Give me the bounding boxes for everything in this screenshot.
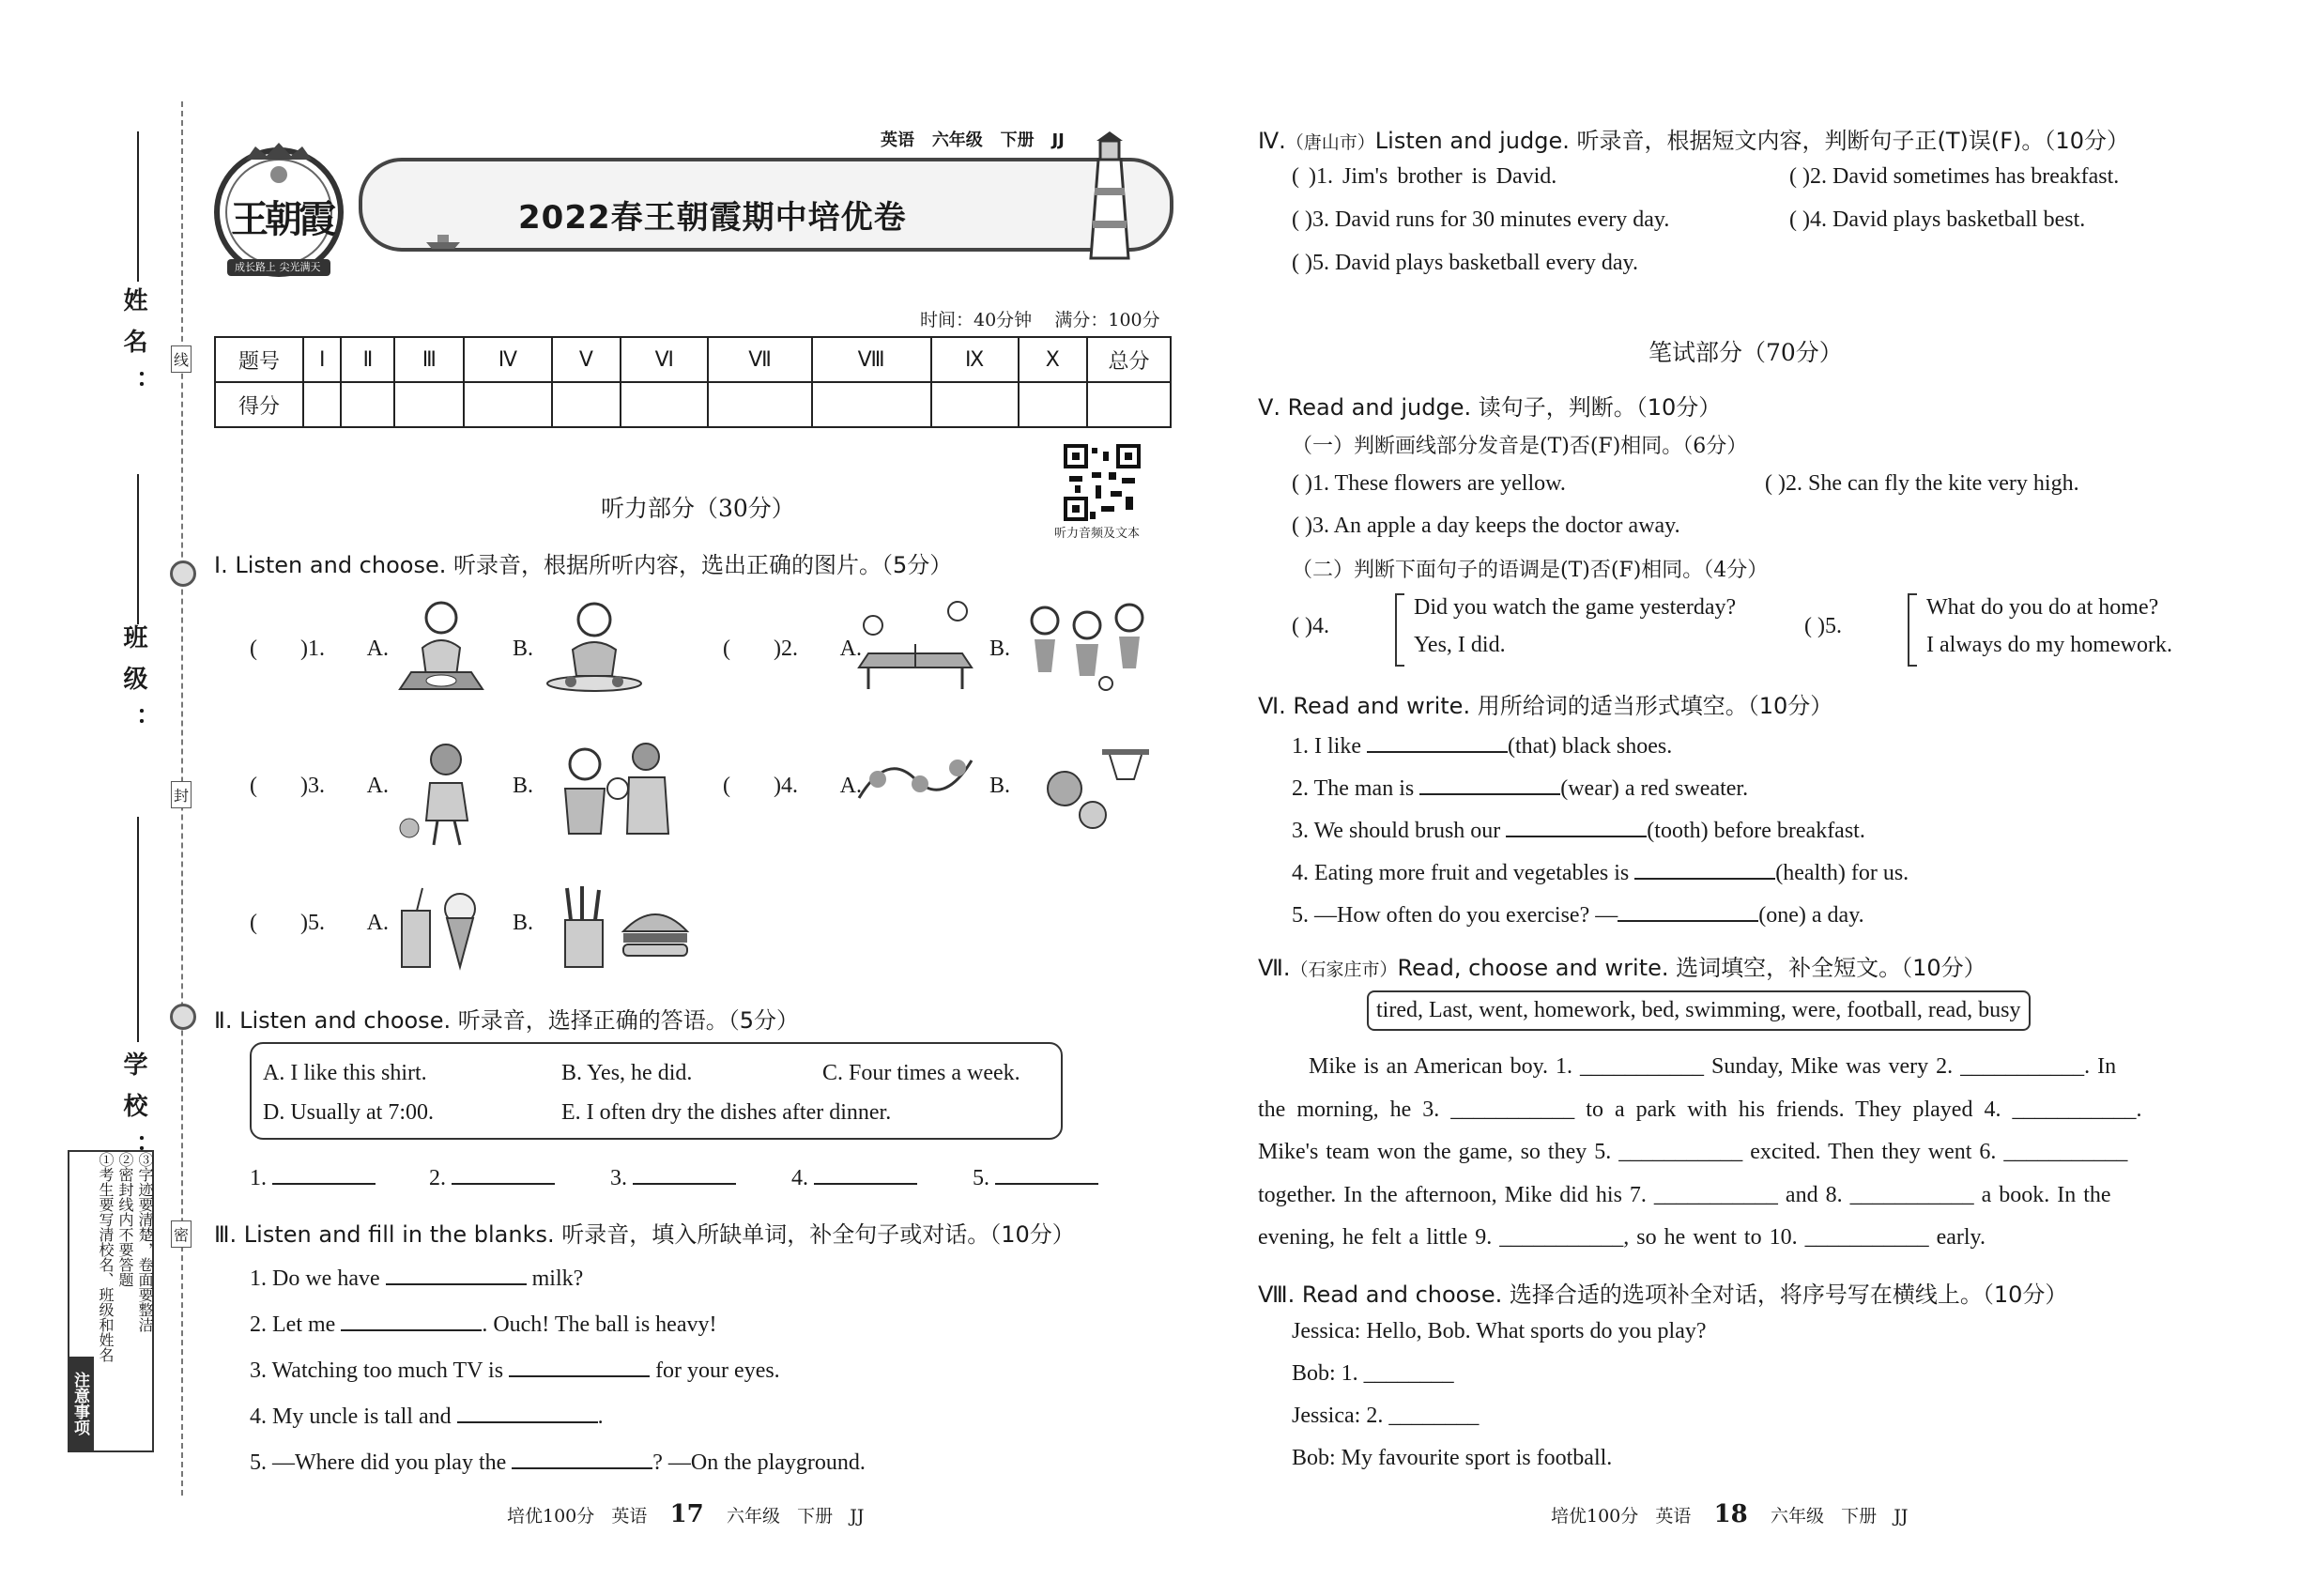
score-col: Ⅰ	[303, 337, 341, 382]
ping-pong-picture[interactable]	[850, 597, 981, 695]
score-cell[interactable]	[931, 382, 1019, 427]
notice-2: ②密封线内不要答题	[116, 1152, 134, 1287]
score-cell[interactable]	[303, 382, 341, 427]
footer-grade: 六年级	[1770, 1506, 1824, 1527]
s2-option-e: E. I often dry the dishes after dinner.	[561, 1100, 892, 1125]
s3-item-text: for your eyes.	[655, 1358, 780, 1383]
score-col: Ⅲ	[394, 337, 464, 382]
footer-left	[507, 1500, 864, 1528]
qr-caption: 听力音频及文本	[1054, 527, 1141, 541]
s2-blank-5[interactable]	[973, 1162, 1098, 1191]
s2-option-c: C. Four times a week.	[822, 1061, 1020, 1085]
score-col: Ⅳ	[464, 337, 552, 382]
score-cell[interactable]	[708, 382, 811, 427]
binding-hole-icon	[170, 560, 196, 587]
s7-line-1: Mike is an American boy. 1. ___________ Sunday, Mike was very 2. ___________. In	[1309, 1054, 2117, 1079]
s3-item-4[interactable]	[250, 1401, 604, 1430]
name-label: 姓名：	[119, 287, 147, 411]
s2-blank-2[interactable]	[429, 1162, 555, 1191]
s2-blank-3[interactable]	[610, 1162, 736, 1191]
s3-item-text: 4. My uncle is tall and	[250, 1404, 452, 1429]
s6-text: 1. I like	[1292, 734, 1361, 759]
score-col: Ⅹ	[1019, 337, 1087, 382]
running-kids-picture[interactable]	[850, 742, 981, 830]
family-picture[interactable]	[552, 736, 693, 843]
s1-q1: ( )1. A.	[250, 637, 389, 661]
s5-q5-num: ( )5.	[1804, 614, 1842, 638]
s6-item-3[interactable]	[1292, 815, 1865, 844]
region-tag: （唐山市）	[1285, 132, 1375, 153]
s4-item-1: ( )1. Jim's brother is David.	[1292, 164, 1557, 189]
s3-item-text: . Ouch! The ball is heavy!	[482, 1312, 717, 1337]
score-header-row	[215, 337, 1171, 382]
score-col: Ⅵ	[621, 337, 708, 382]
s6-text: (tooth) before breakfast.	[1647, 819, 1865, 843]
score-table	[214, 336, 1172, 428]
section-3-title: Ⅲ. Listen and fill in the blanks. 听录音，填入所缺单词，补全句子或对话。（10分）	[214, 1221, 1075, 1248]
s4-item-4: ( )4. David plays basketball best.	[1789, 207, 2086, 232]
header-edition: JJ	[1051, 130, 1065, 150]
s6-text: (wear) a red sweater.	[1560, 776, 1749, 801]
score-col: Ⅶ	[708, 337, 811, 382]
score-col: Ⅷ	[812, 337, 931, 382]
word-bank: tired, Last, went, homework, bed, swimming, were, football, read, busy	[1367, 990, 2031, 1031]
brace-icon	[1395, 593, 1404, 667]
s2-blank-4[interactable]	[791, 1162, 917, 1191]
page-number: 18	[1713, 1500, 1748, 1528]
exam-title: 2022春王朝霞期中培优卷	[518, 199, 907, 237]
section-5-title: Ⅴ. Read and judge. 读句子，判断。（10分）	[1258, 394, 1722, 421]
score-row-label: 得分	[215, 382, 303, 427]
score-value-row	[215, 382, 1171, 427]
notice-title: 注意事项	[69, 1357, 94, 1450]
name-field[interactable]	[137, 131, 139, 282]
score-total-label: 总分	[1087, 337, 1171, 382]
brace-icon	[1908, 593, 1917, 667]
time-info: 时间：40分钟	[920, 310, 1033, 330]
header-volume: 下册	[1000, 130, 1035, 150]
blank-number: 1.	[250, 1166, 267, 1190]
footer-subject: 英语	[611, 1506, 648, 1527]
s6-text: (that) black shoes.	[1507, 734, 1673, 759]
s3-item-text: ? —On the playground.	[652, 1450, 866, 1475]
drinks-icecream-picture[interactable]	[394, 882, 488, 980]
s7-line-5: evening, he felt a little 9. ___________, so he went to 10. ___________ early.	[1258, 1225, 1986, 1250]
s5-q5-a: What do you do at home?	[1926, 595, 2159, 620]
qr-code[interactable]	[1064, 444, 1141, 521]
s1-q2-b: B.	[989, 637, 1011, 661]
footer-grade: 六年级	[726, 1506, 780, 1527]
lighthouse-icon	[1081, 131, 1138, 267]
s2-option-d: D. Usually at 7:00.	[263, 1100, 434, 1125]
s5-item-2: ( )2. She can fly the kite very high.	[1765, 471, 2079, 496]
boy-eating-picture[interactable]	[543, 591, 646, 698]
listening-heading: 听力部分（30分）	[601, 495, 795, 522]
s3-item-text: milk?	[531, 1266, 584, 1291]
notice-1: ①考生要写清校名、班级和姓名	[97, 1152, 115, 1362]
s2-option-b: B. Yes, he did.	[561, 1061, 693, 1085]
footer-brand: 培优100分	[507, 1506, 595, 1527]
page-number: 17	[669, 1500, 704, 1528]
s6-item-5[interactable]	[1292, 899, 1864, 928]
logo-subtitle: 成长路上 尖光满天	[235, 261, 321, 273]
s1-q5: ( )5. A.	[250, 911, 389, 935]
s1-q1-b: B.	[513, 637, 534, 661]
section-4-title: Ⅳ.（唐山市）Listen and judge. 听录音，根据短文内容，判断句子正(T)误(F)。（10分）	[1258, 128, 2129, 154]
basketball-picture[interactable]	[1027, 742, 1158, 839]
footer-brand: 培优100分	[1551, 1506, 1639, 1527]
score-cell[interactable]	[621, 382, 708, 427]
s3-item-text: 3. Watching too much TV is	[250, 1358, 504, 1383]
s6-item-4[interactable]	[1292, 857, 1909, 886]
region-tag: （石家庄市）	[1290, 959, 1398, 980]
score-col: Ⅴ	[552, 337, 621, 382]
s1-q2: ( )2. A.	[723, 637, 862, 661]
s6-text: 5. —How often do you exercise? —	[1292, 903, 1618, 928]
score-cell[interactable]	[394, 382, 464, 427]
s3-item-1[interactable]	[250, 1263, 583, 1292]
s6-text: 3. We should brush our	[1292, 819, 1501, 843]
footer-subject: 英语	[1655, 1506, 1692, 1527]
s8-line-2[interactable]: Bob: 1. ________	[1292, 1361, 1454, 1386]
s7-line-3: Mike's team won the game, so they 5. ___________ excited. Then they went 6. ___________	[1258, 1140, 2128, 1164]
s3-item-5[interactable]	[250, 1447, 866, 1476]
footer-volume: 下册	[1841, 1506, 1878, 1527]
s6-text: (one) a day.	[1758, 903, 1864, 928]
s5-item-3: ( )3. An apple a day keeps the doctor away.	[1292, 514, 1680, 538]
school-field[interactable]	[137, 817, 139, 1042]
s5-sub-2: （二）判断下面句子的语调是(T)否(F)相同。（4分）	[1292, 559, 1769, 582]
s5-q4-a: Did you watch the game yesterday?	[1414, 595, 1737, 620]
header-subject: 英语	[881, 130, 914, 150]
s1-q3-b: B.	[513, 774, 534, 798]
section-8-title: Ⅷ. Read and choose. 选择合适的选项补全对话，将序号写在横线上。（10分）	[1258, 1281, 2068, 1308]
s4-item-2: ( )2. David sometimes has breakfast.	[1789, 164, 2120, 189]
brand-logo	[208, 139, 349, 280]
ship-icon	[424, 231, 462, 253]
boys-football-picture[interactable]	[1021, 597, 1153, 695]
score-col: Ⅱ	[341, 337, 394, 382]
s3-item-3[interactable]	[250, 1355, 780, 1384]
s1-q3: ( )3. A.	[250, 774, 389, 798]
s5-q5-b: I always do my homework.	[1926, 633, 2172, 657]
score-cell[interactable]	[1019, 382, 1087, 427]
fries-hamburger-picture[interactable]	[554, 882, 695, 980]
notice-box	[68, 1150, 154, 1452]
class-field[interactable]	[137, 474, 139, 624]
blank-number: 3.	[610, 1166, 627, 1190]
logo-brand: 王朝霞	[231, 197, 332, 241]
blank-number: 5.	[973, 1166, 989, 1190]
section-1-title: Ⅰ. Listen and choose. 听录音，根据所听内容，选出正确的图片。（5分）	[214, 552, 953, 578]
class-label: 班级：	[119, 624, 147, 748]
s6-text: (health) for us.	[1775, 861, 1909, 885]
seal-mark-1: 线	[171, 345, 192, 373]
s5-item-1: ( )1. These flowers are yellow.	[1292, 471, 1566, 496]
footer-edition: JJ	[850, 1506, 865, 1527]
s8-line-4: Bob: My favourite sport is football.	[1292, 1446, 1613, 1470]
seal-mark-2: 封	[171, 781, 192, 808]
exam-meta	[920, 306, 1160, 331]
s2-option-a: A. I like this shirt.	[263, 1061, 427, 1085]
footer-right	[1551, 1500, 1908, 1528]
header-grade: 六年级	[931, 130, 983, 150]
s8-line-1: Jessica: Hello, Bob. What sports do you play?	[1292, 1319, 1707, 1343]
header-meta	[881, 127, 1065, 151]
s5-q4-num: ( )4.	[1292, 614, 1329, 638]
s6-item-1[interactable]	[1292, 730, 1672, 760]
s6-text: 4. Eating more fruit and vegetables is	[1292, 861, 1630, 885]
blank-number: 4.	[791, 1166, 808, 1190]
girl-eating-picture[interactable]	[394, 591, 488, 698]
section-7-title: Ⅶ.（石家庄市）Read, choose and write. 选词填空，补全短文。（10分）	[1258, 955, 1986, 981]
score-cell[interactable]	[1087, 382, 1171, 427]
score-cell[interactable]	[812, 382, 931, 427]
notice-3: ③字迹要清楚，卷面要整洁	[136, 1152, 154, 1332]
section-7-text: Read, choose and write. 选词填空，补全短文。（10分）	[1397, 955, 1986, 981]
writing-heading: 笔试部分（70分）	[1648, 339, 1843, 366]
s3-item-2[interactable]	[250, 1309, 716, 1338]
footer-volume: 下册	[797, 1506, 834, 1527]
score-cell[interactable]	[341, 382, 394, 427]
s2-blank-1[interactable]	[250, 1162, 376, 1191]
score-col: Ⅸ	[931, 337, 1019, 382]
s3-item-text: 5. —Where did you play the	[250, 1450, 507, 1475]
s7-line-4: together. In the afternoon, Mike did his 7. ___________ and 8. ___________ a book. In the	[1258, 1183, 2111, 1207]
s3-item-text: 2. Let me	[250, 1312, 336, 1337]
score-row-label: 题号	[215, 337, 303, 382]
s7-line-2: the morning, he 3. ___________ to a park with his friends. They played 4. ___________.	[1258, 1097, 2142, 1122]
s4-item-5: ( )5. David plays basketball every day.	[1292, 251, 1638, 275]
s1-q4-b: B.	[989, 774, 1011, 798]
binding-hole-icon	[170, 1004, 196, 1030]
section-6-title: Ⅵ. Read and write. 用所给词的适当形式填空。（10分）	[1258, 693, 1833, 719]
footer-edition: JJ	[1894, 1506, 1909, 1527]
s6-text: 2. The man is	[1292, 776, 1415, 801]
s4-item-3: ( )3. David runs for 30 minutes every day.	[1292, 207, 1670, 232]
score-cell[interactable]	[552, 382, 621, 427]
s5-sub-1: （一）判断画线部分发音是(T)否(F)相同。（6分）	[1292, 435, 1748, 458]
score-cell[interactable]	[464, 382, 552, 427]
section-4-text: Listen and judge. 听录音，根据短文内容，判断句子正(T)误(F)。（10分）	[1374, 128, 2129, 154]
school-label: 学校：	[119, 1051, 147, 1175]
blank-number: 2.	[429, 1166, 446, 1190]
seal-mark-3: 密	[171, 1220, 192, 1248]
s5-q4-b: Yes, I did.	[1414, 633, 1506, 657]
section-2-title: Ⅱ. Listen and choose. 听录音，选择正确的答语。（5分）	[214, 1007, 799, 1034]
s8-line-3[interactable]: Jessica: 2. ________	[1292, 1404, 1480, 1428]
s6-item-2[interactable]	[1292, 773, 1748, 802]
girl-skipping-picture[interactable]	[394, 736, 488, 852]
s3-item-text: .	[597, 1404, 604, 1429]
full-score: 满分：100分	[1054, 310, 1160, 330]
s1-q5-b: B.	[513, 911, 534, 935]
s3-item-text: 1. Do we have	[250, 1266, 380, 1291]
s1-q4: ( )4. A.	[723, 774, 862, 798]
